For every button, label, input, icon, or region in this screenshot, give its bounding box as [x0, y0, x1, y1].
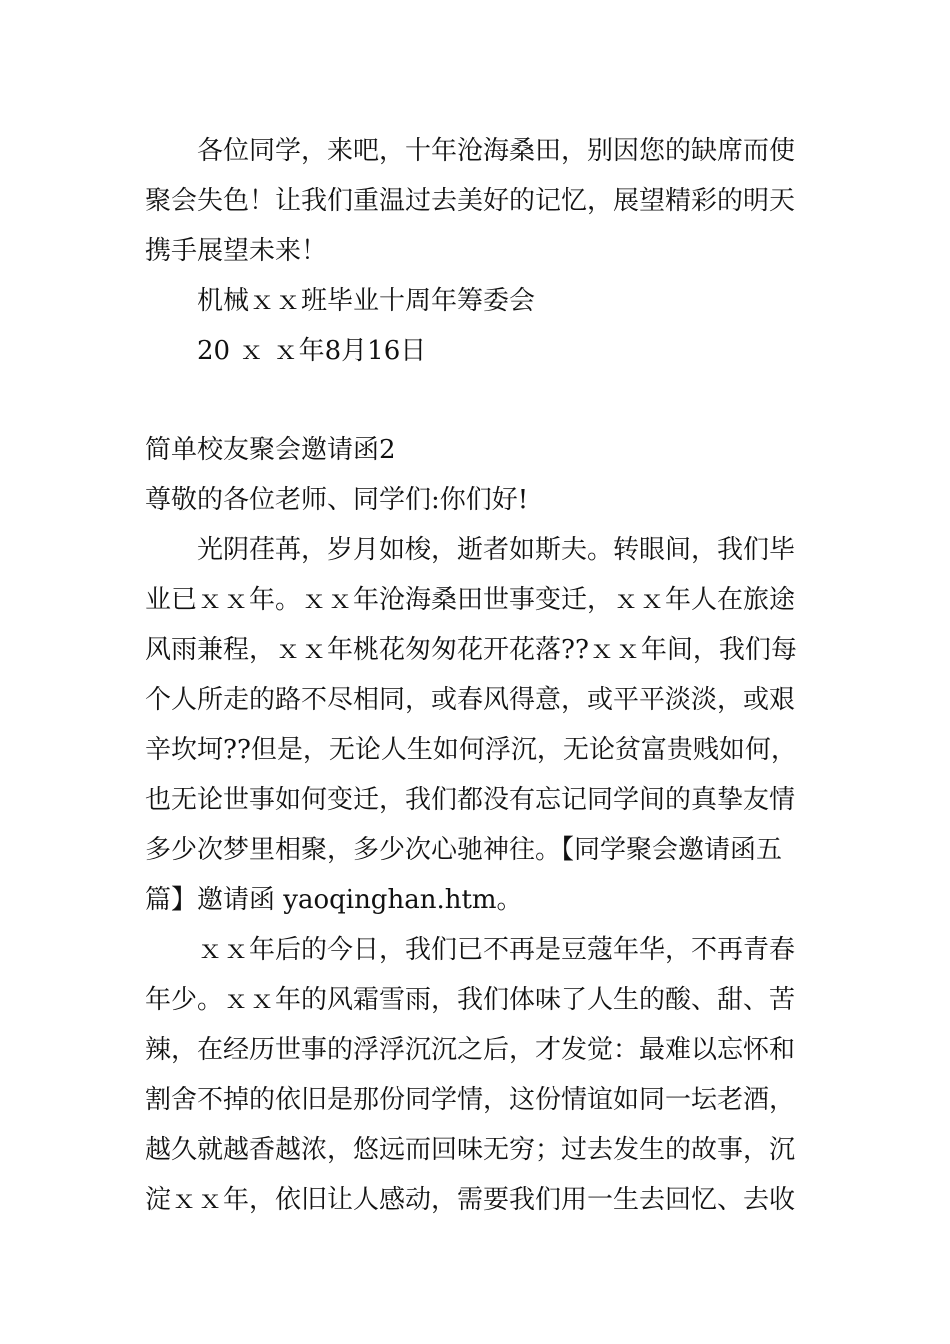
paragraph-line: 风雨兼程，ｘｘ年桃花匆匆花开花落??ｘｘ年间，我们每 — [145, 635, 797, 665]
paragraph-line: 也无论世事如何变迁，我们都没有忘记同学间的真挚友情 — [145, 785, 796, 815]
signature-line: 机械ｘｘ班毕业十周年筹委会 — [197, 286, 536, 316]
paragraph-line: 携手展望未来！ — [145, 236, 328, 266]
paragraph-line: 淀ｘｘ年，依旧让人感动，需要我们用一生去回忆、去收 — [145, 1185, 796, 1215]
salutation: 尊敬的各位老师、同学们:你们好! — [145, 485, 529, 515]
paragraph-line: 业已ｘｘ年。ｘｘ年沧海桑田世事变迁，ｘｘ年人在旅途 — [145, 585, 796, 615]
paragraph-line: ｘｘ年后的今日，我们已不再是豆蔻年华，不再青春 — [197, 935, 796, 965]
paragraph-line: 辛坎坷??但是，无论人生如何浮沉，无论贫富贵贱如何， — [145, 735, 797, 765]
paragraph-line: 辣，在经历世事的浮浮沉沉之后，才发觉：最难以忘怀和 — [145, 1035, 796, 1065]
paragraph-line: 割舍不掉的依旧是那份同学情，这份情谊如同一坛老酒， — [145, 1085, 796, 1115]
paragraph-line: 篇】邀请函 yaoqinghan.htm。 — [145, 885, 523, 915]
paragraph-line: 各位同学，来吧，十年沧海桑田，别因您的缺席而使 — [197, 136, 796, 166]
paragraph-line: 年少。ｘｘ年的风霜雪雨，我们体味了人生的酸、甜、苦 — [145, 985, 796, 1015]
date-line: 20 ｘ ｘ年8月16日 — [197, 336, 427, 366]
paragraph-line: 聚会失色！让我们重温过去美好的记忆，展望精彩的明天 — [145, 186, 796, 216]
paragraph-line: 多少次梦里相聚，多少次心驰神往。【同学聚会邀请函五 — [145, 835, 783, 865]
paragraph-line: 个人所走的路不尽相同，或春风得意，或平平淡淡，或艰 — [145, 685, 796, 715]
paragraph-line: 越久就越香越浓，悠远而回味无穷；过去发生的故事，沉 — [145, 1135, 796, 1165]
section-heading: 简单校友聚会邀请函2 — [145, 435, 396, 465]
paragraph-line: 光阴荏苒，岁月如梭，逝者如斯夫。转眼间，我们毕 — [197, 535, 796, 565]
